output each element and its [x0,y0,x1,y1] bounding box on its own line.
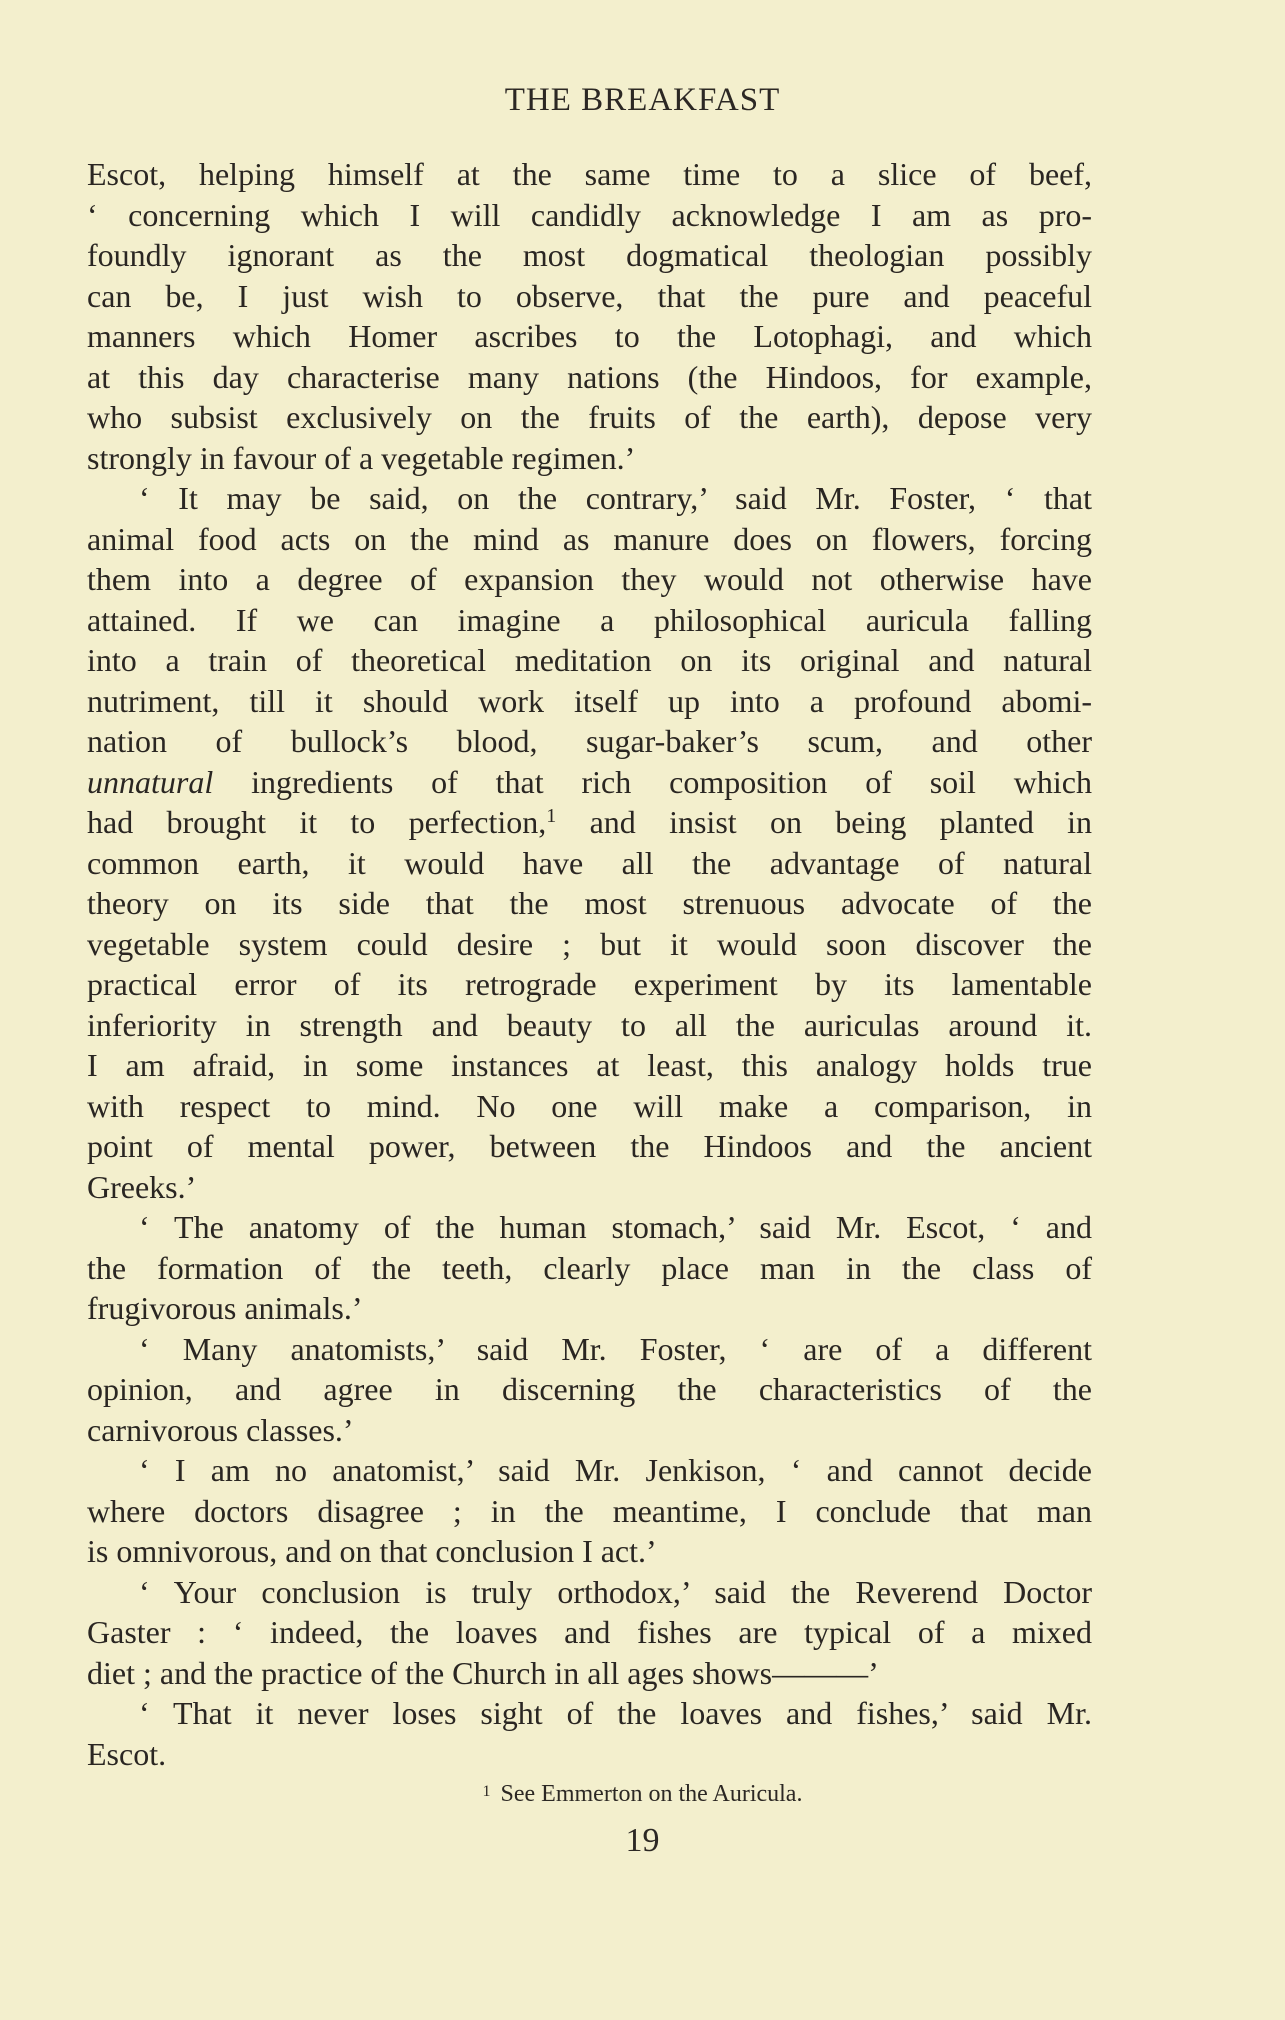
line-text: ‘ Your conclusion is truly orthodox,’ said the Reverend Doctor [139,1573,1092,1610]
text-line [87,276,1092,317]
line-text: ‘ The anatomy of the human stomach,’ said Mr. Escot, ‘ and [139,1209,1092,1245]
line-text: theory on its side that the most strenuous advocate of the [87,885,1092,921]
line-text: animal food acts on the mind as manure does on flowers, forcing [87,520,1092,557]
text-line [87,1126,1092,1167]
text-line [87,924,1092,965]
italic-word: unnatural [87,763,214,800]
text-line [87,883,1092,924]
text-line [87,1248,1092,1289]
text-line [87,762,1092,803]
line-text: strongly in favour of a vegetable regimen.’ [87,439,636,476]
page-number: 19 [625,1822,660,1859]
body-text [87,154,1092,1774]
text-line [87,357,1092,398]
text-line [87,1693,1092,1734]
footnote-marker: 1 [482,1783,491,1800]
text-line [87,316,1092,357]
text-line [87,1369,1092,1410]
text-line [87,1531,1092,1572]
text-line [87,235,1092,276]
line-text-continued: and insist on being planted in [556,804,1093,840]
line-text: practical error of its retrograde experiment by its lamentable [87,966,1092,1002]
line-text: opinion, and agree in discerning the characteristics of the [87,1371,1092,1407]
text-line [87,1410,1092,1451]
line-text: Gaster : ‘ indeed, the loaves and fishes are typical of a mixed [87,1614,1092,1650]
text-line [87,478,1092,519]
line-text: Escot, helping himself at the same time to a slice of beef, [87,156,1092,192]
line-text: point of mental power, between the Hindoos and the ancient [87,1128,1092,1164]
line-text: the formation of the teeth, clearly place man in the class of [87,1249,1092,1286]
line-text: I am afraid, in some instances at least, this analogy holds true [87,1047,1092,1083]
line-text: ‘ It may be said, on the contrary,’ said Mr. Foster, ‘ that [139,480,1092,516]
line-text: ‘ That it never loses sight of the loaves and fishes,’ said Mr. [139,1695,1092,1731]
line-text: ingredients of that rich composition of soil which [251,763,1092,800]
text-line [87,438,1092,479]
text-line [87,600,1092,641]
line-text: with respect to mind. No one will make a comparison, in [87,1087,1092,1124]
text-line [87,1653,1092,1694]
line-text: Greeks.’ [87,1168,197,1205]
line-text: nation of bullock’s blood, sugar-baker’s scum, and other [87,723,1092,759]
text-line [87,1572,1092,1613]
text-line [87,721,1092,762]
line-text: nutriment, till it should work itself up into a profound abomi- [87,682,1092,719]
line-text: Escot. [87,1735,167,1772]
text-line [87,1612,1092,1653]
text-line [87,519,1092,560]
line-text: who subsist exclusively on the fruits of the earth), depose very [87,399,1092,435]
line-text: ‘ I am no anatomist,’ said Mr. Jenkison, ‘ and cannot decide [139,1452,1092,1488]
line-text: into a train of theoretical meditation on its original and natural [87,642,1092,678]
text-line [87,1045,1092,1086]
text-line [87,397,1092,438]
text-line [87,843,1092,884]
footnote-text: See Emmerton on the Auricula. [500,1781,803,1807]
text-line [87,1734,1092,1775]
line-text: manners which Homer ascribes to the Lotophagi, and which [87,318,1092,354]
line-text: carnivorous classes.’ [87,1411,354,1448]
text-line [87,964,1092,1005]
footnote-reference: 1 [546,805,557,827]
line-text: at this day characterise many nations (the Hindoos, for example, [87,358,1092,395]
text-line [87,802,1092,843]
line-text: them into a degree of expansion they would not otherwise have [87,561,1092,597]
text-line [87,195,1092,236]
footnote [0,1781,1285,1808]
text-line [87,559,1092,600]
line-text: foundly ignorant as the most dogmatical theologian possibly [87,237,1092,273]
line-text: inferiority in strength and beauty to all the auriculas around it. [87,1006,1092,1043]
text-line [87,1288,1092,1329]
line-text: is omnivorous, and on that conclusion I act.’ [87,1533,657,1569]
text-line [87,1450,1092,1491]
text-line [87,640,1092,681]
text-line [87,1005,1092,1046]
text-line [87,1491,1092,1532]
line-text: ‘ concerning which I will candidly acknowledge I am as pro- [87,196,1092,233]
running-head: THE BREAKFAST [504,82,781,118]
text-line [87,1207,1092,1248]
text-line [87,1086,1092,1127]
line-text: ‘ Many anatomists,’ said Mr. Foster, ‘ are of a different [139,1330,1092,1367]
line-text: where doctors disagree ; in the meantime, I conclude that man [87,1492,1092,1529]
text-line [87,681,1092,722]
text-line [87,1329,1092,1370]
line-text: vegetable system could desire ; but it would soon discover the [87,925,1092,962]
line-text: can be, I just wish to observe, that the pure and peaceful [87,277,1092,314]
line-text: frugivorous animals.’ [87,1290,363,1326]
text-line [87,154,1092,195]
line-text: attained. If we can imagine a philosophical auricula falling [87,601,1092,638]
line-text: had brought it to perfection, [87,804,547,840]
line-text: common earth, it would have all the advantage of natural [87,844,1092,881]
line-text: diet ; and the practice of the Church in all ages shows———’ [87,1654,879,1691]
text-line [87,1167,1092,1208]
